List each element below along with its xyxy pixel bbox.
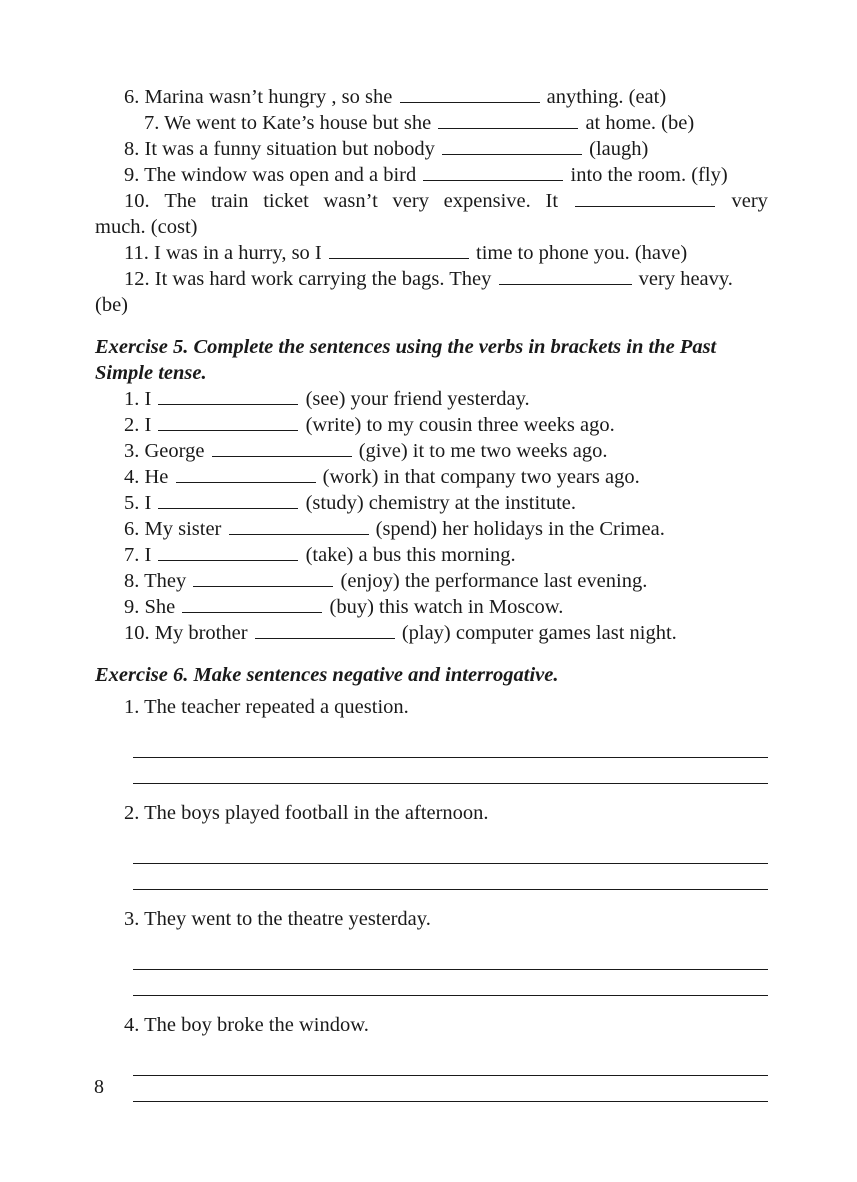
ex4-item-12 xyxy=(95,266,768,292)
item-text: (study) chemistry at the institute. xyxy=(305,492,577,514)
ex4-item-12-cont: (be) xyxy=(95,294,129,316)
exercise-5-list xyxy=(95,386,768,646)
item-text: (enjoy) the performance last evening. xyxy=(340,570,648,592)
item-text: time to phone you. (have) xyxy=(476,242,688,264)
ex6-item: 2. The boys played football in the afternoon. xyxy=(124,802,489,824)
answer-line[interactable] xyxy=(133,732,768,758)
item-text: 10. My brother xyxy=(124,622,248,644)
ex5-item xyxy=(95,542,768,568)
ex4-item-8 xyxy=(95,136,768,162)
answer-blank[interactable] xyxy=(212,438,352,457)
item-text: 12. It was hard work carrying the bags. They xyxy=(124,268,492,290)
answer-blank[interactable] xyxy=(229,516,369,535)
answer-blank[interactable] xyxy=(182,594,322,613)
answer-blank[interactable] xyxy=(442,136,582,155)
item-text: at home. (be) xyxy=(585,112,695,134)
item-text: (work) in that company two years ago. xyxy=(322,466,640,488)
exercise-5-heading xyxy=(95,334,768,386)
heading-line: Simple tense. xyxy=(95,362,207,384)
ex5-item xyxy=(95,412,768,438)
word: very xyxy=(731,190,768,212)
item-text: 4. He xyxy=(124,466,169,488)
ex4-item-11 xyxy=(95,240,768,266)
item-text: 9. The window was open and a bird xyxy=(124,164,417,186)
item-text: anything. (eat) xyxy=(546,86,667,108)
item-text: (give) it to me two weeks ago. xyxy=(358,440,608,462)
item-text: 8. They xyxy=(124,570,187,592)
answer-blank[interactable] xyxy=(400,84,540,103)
word: 10. xyxy=(124,190,150,212)
exercise-6-list xyxy=(95,694,768,1102)
word: expensive. xyxy=(443,190,531,212)
ex5-item xyxy=(95,516,768,542)
ex5-item xyxy=(95,464,768,490)
ex4-item-10 xyxy=(95,188,768,214)
answer-line[interactable] xyxy=(133,864,768,890)
item-text: very heavy. xyxy=(638,268,733,290)
ex5-item xyxy=(95,438,768,464)
worksheet-page xyxy=(95,84,768,1102)
ex5-item xyxy=(95,568,768,594)
ex4-item-10-cont: much. (cost) xyxy=(95,216,198,238)
ex4-item-6 xyxy=(95,84,768,110)
item-text: 11. I was in a hurry, so I xyxy=(124,242,322,264)
answer-blank[interactable] xyxy=(158,412,298,431)
answer-blank[interactable] xyxy=(193,568,333,587)
word: ticket xyxy=(263,190,309,212)
answer-blank[interactable] xyxy=(423,162,563,181)
item-text: 3. George xyxy=(124,440,205,462)
answer-blank[interactable] xyxy=(158,542,298,561)
item-text: 5. I xyxy=(124,492,152,514)
item-text: (laugh) xyxy=(589,138,649,160)
ex5-item xyxy=(95,620,768,646)
item-text: (play) computer games last night. xyxy=(401,622,677,644)
answer-line[interactable] xyxy=(133,944,768,970)
ex4-item-7 xyxy=(95,110,768,136)
item-text: (see) your friend yesterday. xyxy=(305,388,530,410)
word: wasn’t xyxy=(323,190,378,212)
word: very xyxy=(392,190,429,212)
ex5-item xyxy=(95,386,768,412)
item-text: 6. My sister xyxy=(124,518,222,540)
ex6-item: 3. They went to the theatre yesterday. xyxy=(124,908,431,930)
answer-blank[interactable] xyxy=(438,110,578,129)
answer-blank[interactable] xyxy=(255,620,395,639)
page-number: 8 xyxy=(94,1076,104,1098)
answer-line[interactable] xyxy=(133,1050,768,1076)
answer-blank[interactable] xyxy=(575,188,715,207)
word: The xyxy=(164,190,197,212)
answer-line[interactable] xyxy=(133,970,768,996)
ex6-item: 4. The boy broke the window. xyxy=(124,1014,369,1036)
answer-line[interactable] xyxy=(133,758,768,784)
item-text: 2. I xyxy=(124,414,152,436)
ex6-item: 1. The teacher repeated a question. xyxy=(124,696,409,718)
item-text: 7. We went to Kate’s house but she xyxy=(144,112,432,134)
ex5-item xyxy=(95,594,768,620)
item-text: (buy) this watch in Moscow. xyxy=(329,596,564,618)
item-text: 1. I xyxy=(124,388,152,410)
ex4-item-9 xyxy=(95,162,768,188)
answer-blank[interactable] xyxy=(158,490,298,509)
item-text: into the room. (fly) xyxy=(570,164,728,186)
item-text: (take) a bus this morning. xyxy=(305,544,516,566)
item-text: 7. I xyxy=(124,544,152,566)
answer-line[interactable] xyxy=(133,1076,768,1102)
word: It xyxy=(545,190,559,212)
item-text: 6. Marina wasn’t hungry , so she xyxy=(124,86,393,108)
item-text: (spend) her holidays in the Crimea. xyxy=(375,518,665,540)
ex5-item xyxy=(95,490,768,516)
answer-blank[interactable] xyxy=(499,266,632,285)
heading-line: Exercise 5. Complete the sentences using the verbs in brackets in the Past xyxy=(95,336,717,358)
exercise-6-heading: Exercise 6. Make sentences negative and interrogative. xyxy=(95,664,559,686)
item-text: 8. It was a funny situation but nobody xyxy=(124,138,435,160)
answer-blank[interactable] xyxy=(176,464,316,483)
word: train xyxy=(210,190,249,212)
answer-line[interactable] xyxy=(133,838,768,864)
item-text: 9. She xyxy=(124,596,176,618)
answer-blank[interactable] xyxy=(329,240,469,259)
answer-blank[interactable] xyxy=(158,386,298,405)
item-text: (write) to my cousin three weeks ago. xyxy=(305,414,615,436)
